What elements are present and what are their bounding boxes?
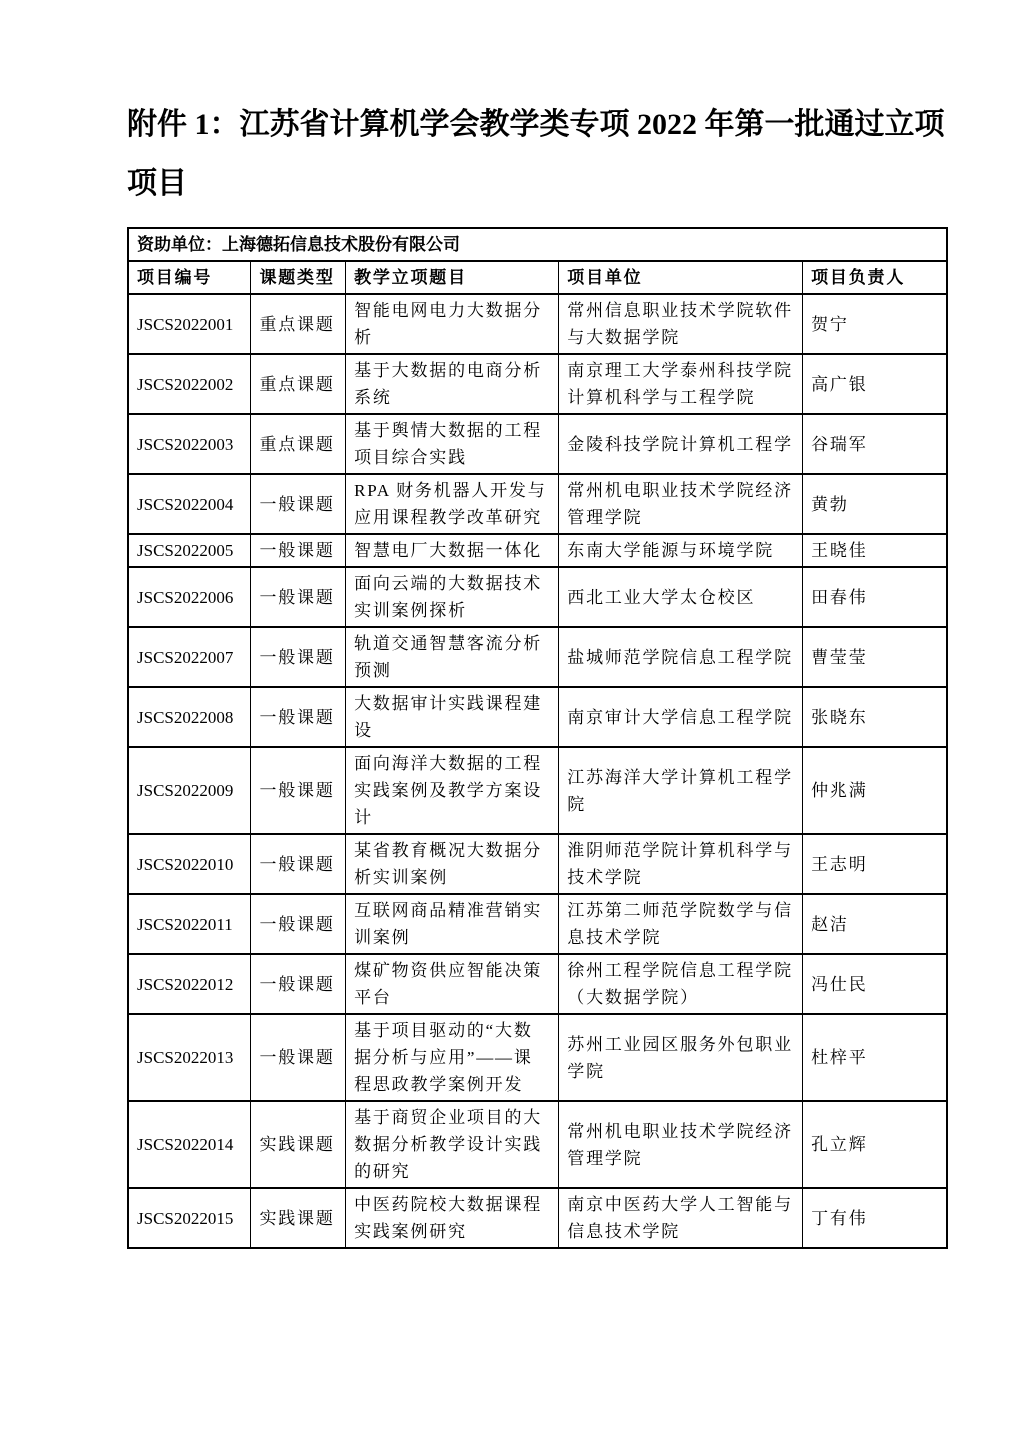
cell-id: JSCS2022006	[128, 567, 251, 627]
cell-topic: 面向海洋大数据的工程实践案例及教学方案设计	[346, 747, 559, 834]
cell-type: 重点课题	[251, 294, 346, 354]
cell-leader: 王晓佳	[803, 534, 947, 567]
cell-topic: 互联网商品精准营销实训案例	[346, 894, 559, 954]
cell-org: 东南大学能源与环境学院	[559, 534, 803, 567]
cell-type: 一般课题	[251, 834, 346, 894]
cell-id: JSCS2022010	[128, 834, 251, 894]
column-header-topic-title: 教学立项题目	[346, 261, 559, 294]
cell-topic: 智慧电厂大数据一体化	[346, 534, 559, 567]
page-title: 附件 1：江苏省计算机学会教学类专项 2022 年第一批通过立项项目	[127, 108, 945, 200]
cell-leader: 贺宁	[803, 294, 947, 354]
cell-org: 常州机电职业技术学院经济管理学院	[559, 1101, 803, 1188]
cell-org: 淮阴师范学院计算机科学与技术学院	[559, 834, 803, 894]
cell-type: 一般课题	[251, 1014, 346, 1101]
cell-org: 南京中医药大学人工智能与信息技术学院	[559, 1188, 803, 1248]
cell-id: JSCS2022007	[128, 627, 251, 687]
cell-id: JSCS2022012	[128, 954, 251, 1014]
cell-topic: 面向云端的大数据技术实训案例探析	[346, 567, 559, 627]
cell-leader: 曹莹莹	[803, 627, 947, 687]
table-row	[128, 834, 947, 894]
cell-id: JSCS2022001	[128, 294, 251, 354]
cell-leader: 冯仕民	[803, 954, 947, 1014]
cell-topic: 基于舆情大数据的工程项目综合实践	[346, 414, 559, 474]
projects-table	[127, 227, 948, 1249]
table-row	[128, 414, 947, 474]
column-header-row	[128, 261, 947, 294]
table-row	[128, 1188, 947, 1248]
table-row	[128, 747, 947, 834]
cell-topic: RPA 财务机器人开发与应用课程教学改革研究	[346, 474, 559, 534]
cell-topic: 中医药院校大数据课程实践案例研究	[346, 1188, 559, 1248]
cell-org: 徐州工程学院信息工程学院（大数据学院）	[559, 954, 803, 1014]
cell-leader: 田春伟	[803, 567, 947, 627]
cell-type: 重点课题	[251, 414, 346, 474]
cell-type: 一般课题	[251, 567, 346, 627]
table-row	[128, 534, 947, 567]
table-row	[128, 294, 947, 354]
cell-org: 江苏海洋大学计算机工程学院	[559, 747, 803, 834]
cell-id: JSCS2022003	[128, 414, 251, 474]
cell-id: JSCS2022014	[128, 1101, 251, 1188]
cell-id: JSCS2022004	[128, 474, 251, 534]
cell-org: 西北工业大学太仓校区	[559, 567, 803, 627]
table-row	[128, 354, 947, 414]
cell-leader: 赵洁	[803, 894, 947, 954]
cell-org: 常州信息职业技术学院软件与大数据学院	[559, 294, 803, 354]
cell-leader: 高广银	[803, 354, 947, 414]
cell-type: 一般课题	[251, 534, 346, 567]
cell-type: 一般课题	[251, 627, 346, 687]
cell-type: 一般课题	[251, 894, 346, 954]
cell-leader: 丁有伟	[803, 1188, 947, 1248]
cell-leader: 黄勃	[803, 474, 947, 534]
cell-topic: 轨道交通智慧客流分析预测	[346, 627, 559, 687]
table-row	[128, 894, 947, 954]
cell-id: JSCS2022009	[128, 747, 251, 834]
cell-id: JSCS2022011	[128, 894, 251, 954]
table-row	[128, 567, 947, 627]
cell-org: 南京审计大学信息工程学院	[559, 687, 803, 747]
cell-org: 盐城师范学院信息工程学院	[559, 627, 803, 687]
table-row	[128, 1014, 947, 1101]
table-body	[128, 294, 947, 1248]
cell-topic: 大数据审计实践课程建设	[346, 687, 559, 747]
cell-type: 实践课题	[251, 1101, 346, 1188]
table-row	[128, 1101, 947, 1188]
cell-type: 一般课题	[251, 474, 346, 534]
cell-id: JSCS2022008	[128, 687, 251, 747]
cell-topic: 煤矿物资供应智能决策平台	[346, 954, 559, 1014]
cell-topic: 智能电网电力大数据分析	[346, 294, 559, 354]
cell-org: 金陵科技学院计算机工程学	[559, 414, 803, 474]
table-head	[128, 228, 947, 294]
cell-topic: 某省教育概况大数据分析实训案例	[346, 834, 559, 894]
cell-org: 苏州工业园区服务外包职业学院	[559, 1014, 803, 1101]
cell-org: 南京理工大学泰州科技学院计算机科学与工程学院	[559, 354, 803, 414]
cell-id: JSCS2022005	[128, 534, 251, 567]
table-row	[128, 474, 947, 534]
cell-leader: 谷瑞军	[803, 414, 947, 474]
cell-org: 常州机电职业技术学院经济管理学院	[559, 474, 803, 534]
cell-org: 江苏第二师范学院数学与信息技术学院	[559, 894, 803, 954]
column-header-organization: 项目单位	[559, 261, 803, 294]
cell-id: JSCS2022002	[128, 354, 251, 414]
column-header-project-id: 项目编号	[128, 261, 251, 294]
cell-topic: 基于项目驱动的“大数据分析与应用”——课程思政教学案例开发	[346, 1014, 559, 1101]
sponsor-row	[128, 228, 947, 261]
cell-id: JSCS2022015	[128, 1188, 251, 1248]
cell-leader: 杜梓平	[803, 1014, 947, 1101]
column-header-topic-type: 课题类型	[251, 261, 346, 294]
cell-type: 一般课题	[251, 687, 346, 747]
cell-type: 重点课题	[251, 354, 346, 414]
column-header-leader: 项目负责人	[803, 261, 947, 294]
cell-type: 一般课题	[251, 954, 346, 1014]
cell-id: JSCS2022013	[128, 1014, 251, 1101]
cell-type: 一般课题	[251, 747, 346, 834]
table-row	[128, 954, 947, 1014]
cell-type: 实践课题	[251, 1188, 346, 1248]
cell-leader: 王志明	[803, 834, 947, 894]
cell-topic: 基于商贸企业项目的大数据分析教学设计实践的研究	[346, 1101, 559, 1188]
cell-leader: 仲兆满	[803, 747, 947, 834]
sponsor-header: 资助单位：上海德拓信息技术股份有限公司	[128, 228, 947, 261]
cell-topic: 基于大数据的电商分析系统	[346, 354, 559, 414]
cell-leader: 张晓东	[803, 687, 947, 747]
table-row	[128, 687, 947, 747]
table-row	[128, 627, 947, 687]
cell-leader: 孔立辉	[803, 1101, 947, 1188]
